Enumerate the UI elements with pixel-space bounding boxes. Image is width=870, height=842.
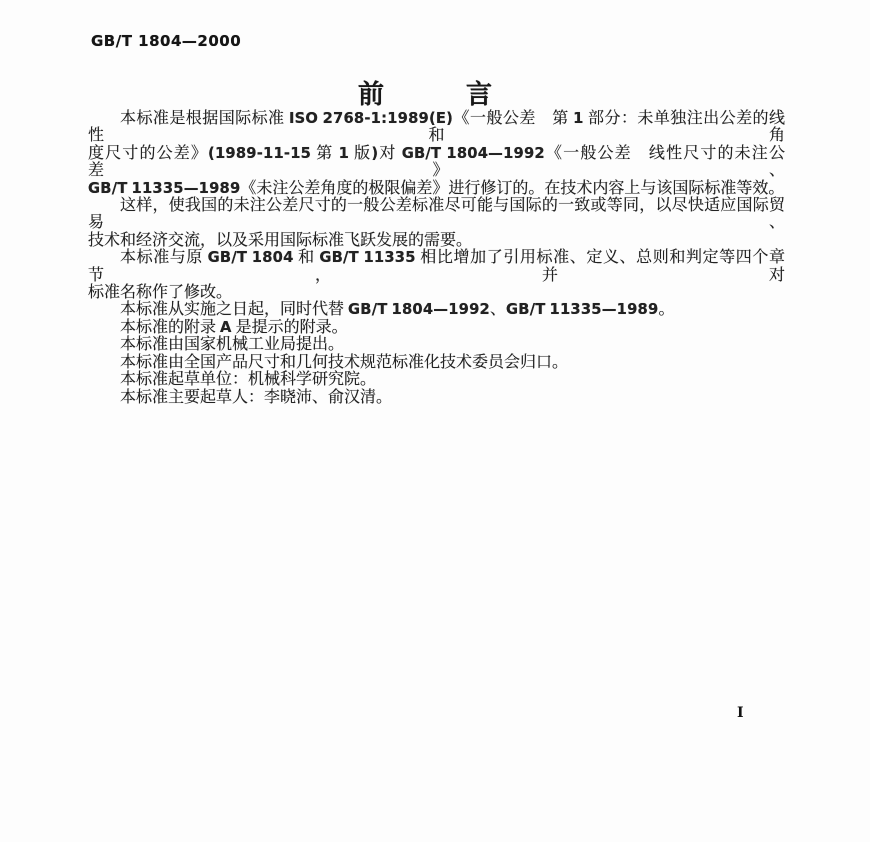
foreword-line: 本标准的附录 A 是提示的附录。 <box>120 318 348 336</box>
foreword-line: 本标准由全国产品尺寸和几何技术规范标准化技术委员会归口。 <box>120 353 569 371</box>
foreword-body <box>88 110 785 406</box>
foreword-line: 本标准与原 GB/T 1804 和 GB/T 11335 相比增加了引用标准、定义、总则和判定等四个章节，并对 <box>88 249 785 284</box>
standard-code-header: GB/T 1804—2000 <box>91 32 242 50</box>
foreword-line: 本标准由国家机械工业局提出。 <box>120 336 345 354</box>
page-title: 前 言 <box>357 80 493 109</box>
foreword-line: 本标准是根据国际标准 ISO 2768-1:1989(E)《一般公差 第 1 部分：未单独注出公差的线性和角 <box>88 110 785 145</box>
foreword-line: 本标准起草单位：机械科学研究院。 <box>120 371 377 389</box>
foreword-line: 本标准从实施之日起，同时代替 GB/T 1804—1992、GB/T 11335—1989。 <box>120 301 675 319</box>
foreword-line: 标准名称作了修改。 <box>88 284 233 302</box>
foreword-line: 本标准主要起草人：李晓沛、俞汉清。 <box>120 388 393 406</box>
page-number: Ⅰ <box>737 705 744 721</box>
foreword-line: GB/T 11335—1989《未注公差角度的极限偏差》进行修订的。在技术内容上与该国际标准等效。 <box>88 179 785 197</box>
foreword-line: 度尺寸的公差》(1989-11-15 第 1 版)对 GB/T 1804—1992《一般公差 线性尺寸的未注公差》、 <box>88 144 785 180</box>
foreword-line: 技术和经济交流，以及采用国际标准飞跃发展的需要。 <box>88 231 473 249</box>
foreword-line: 这样，使我国的未注公差尺寸的一般公差标准尽可能与国际的一致或等同，以尽快适应国际贸易、 <box>88 197 785 232</box>
